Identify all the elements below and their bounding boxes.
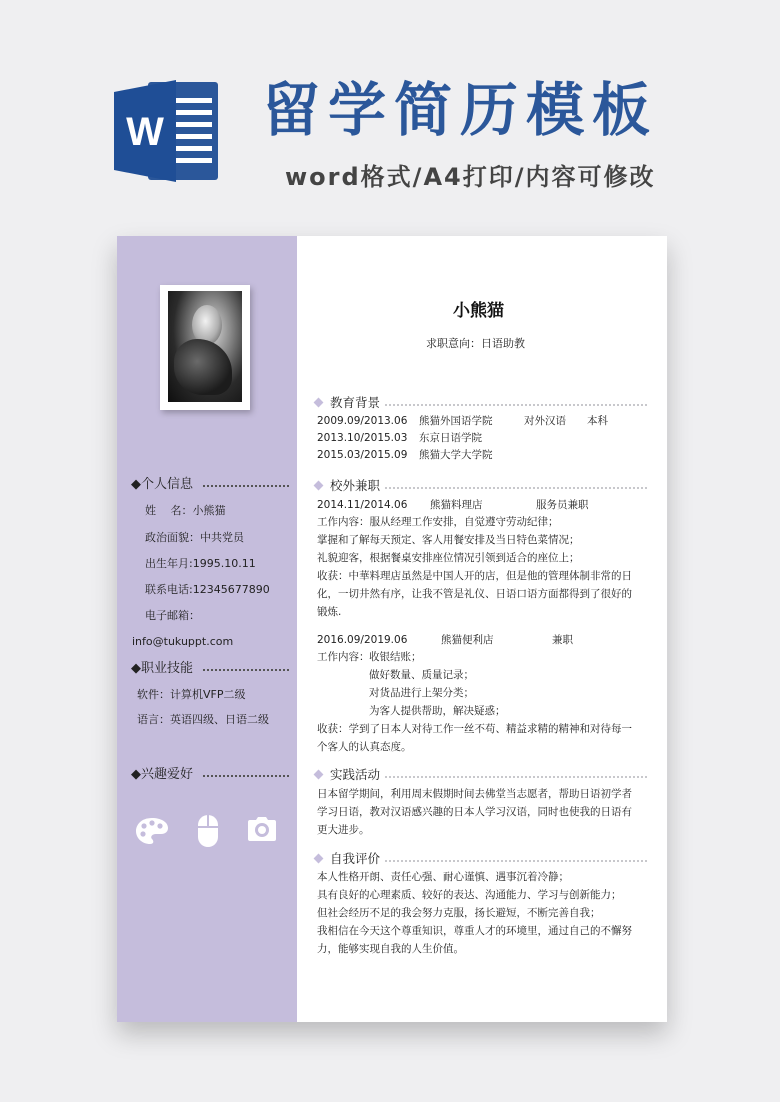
skills-divider [203,669,289,671]
personal-info-heading: ◆个人信息 [131,477,193,492]
job2-content-label: 工作内容： [317,651,370,663]
practice-line: 学习日语，教对汉语感兴趣的日本人学习汉语，同时也使我的日语有 [317,806,632,818]
word-logo-letter: W [126,110,164,154]
parttime-heading: 校外兼职 [315,478,380,494]
personal-email-label: 电子邮箱： [145,609,200,622]
skill-software: 软件：计算机VFP二级 [137,688,246,701]
self-eval-line: 力，能够实现自我的人生价值。 [317,943,464,955]
job1-line: 工作内容：服从经理工作安排，自觉遵守劳动纪律； [317,516,559,528]
resume-name: 小熊猫 [453,301,504,321]
camera-icon [247,816,277,842]
job2-gain-line: 个客人的认真态度。 [317,741,412,753]
job2-gain-line: 收获：学到了日本人对待工作一丝不苟、精益求精的精神和对待每一 [317,723,632,735]
job2-content-item: 做好数量、质量记录； [369,669,474,681]
job1-line: 化，一切井然有序，让我不管是礼仪、日语口语方面都得到了很好的 [317,588,632,600]
self-eval-divider [385,860,647,862]
hobbies-divider [203,775,289,777]
self-eval-heading: 自我评价 [315,851,380,867]
personal-politics: 政治面貌：中共党员 [145,531,244,544]
practice-heading: 实践活动 [315,767,380,783]
practice-divider [385,776,647,778]
education-divider [385,404,647,406]
skill-language: 语言：英语四级、日语二级 [137,713,269,726]
skills-heading: ◆职业技能 [131,661,193,676]
personal-birth: 出生年月:1995.10.11 [145,557,256,570]
self-eval-line: 具有良好的心理素质、较好的表达、沟通能力、学习与创新能力； [317,889,622,901]
job1-line: 收获：中華料理店虽然是中国人开的店，但是他的管理体制非常的日 [317,570,632,582]
personal-info-divider [203,485,289,487]
job1-line: 礼貌迎客，根据餐桌安排座位情况引领到适合的座位上； [317,552,580,564]
hobbies-heading: ◆兴趣爱好 [131,767,193,782]
job-intent: 求职意向：日语助教 [426,337,525,350]
parttime-divider [385,487,647,489]
job1-line: 掌握和了解每天预定、客人用餐安排及当日特色菜情况； [317,534,580,546]
job1-line: 锻炼. [317,606,342,618]
word-doc-icon [114,76,222,186]
profile-photo [168,291,242,402]
resume-sidebar [117,236,297,1022]
profile-photo-frame [160,285,250,410]
resume-paper: ◆个人信息 姓 名：小熊猫 政治面貌：中共党员 出生年月:1995.10.11 联系电话:12345677890 电子邮箱： info@tukuppt.com ◆职业技能 软件：计算机VFP二级 语言：英语四级、日语二级 ◆兴趣爱好 小熊猫 求职意向：日语助教 教育背景 2009.09/2013.06 熊猫外国语学院 对外汉语 本科 2013.10/2015.03 东京日语学院 2015.03/2015.09 熊猫大学大学院 校外兼职 2014.11/2014.06 熊猫料理店 服务员兼职 工作内容：服从经理工作安排，自觉遵守劳动纪律； 掌握和了解每天预定、客人用餐安排及当日特色菜情况； 礼貌迎客，根据餐桌安排座位情况引领到适合的座位上； 收获：中華料理店虽然是中国人开的店，但是他的管理体制非常的日 化，一切井然有序，让我不管是礼仪、日语口语方面都得到了很好的 锻炼. 2016.09/2019.06 熊猫便利店 兼职 工作内容： 收银结账； 做好数量、质量记录； 对货品进行上架分类； 为客人提供帮助，解决疑惑； 收获：学到了日本人对待工作一丝不苟、精益求精的精神和对待每一 个客人的认真态度。 实践活动 日本留学期间，利用周末假期时间去佛堂当志愿者，帮助日语初学者 学习日语，教对汉语感兴趣的日本人学习汉语，同时也使我的日语有 更大进步。 自我评价 本人性格开朗、责任心强、耐心谨慎、遇事沉着冷静； 具有良好的心理素质、较好的表达、沟通能力、学习与创新能力； 但社会经历不足的我会努力克服，扬长避短，不断完善自我； 我相信在今天这个尊重知识，尊重人才的环境里，通过自己的不懈努 力，能够实现自我的人生价值。 [117,236,667,1022]
personal-email: info@tukuppt.com [132,635,234,648]
practice-line: 更大进步。 [317,824,370,836]
mouse-icon [197,814,219,848]
palette-icon [135,816,169,846]
education-heading: 教育背景 [315,395,380,411]
personal-phone: 联系电话:12345677890 [145,583,270,596]
page-subtitle: word格式/A4打印/内容可修改 [285,163,656,191]
job2-content-item: 对货品进行上架分类； [369,687,474,699]
page-title: 留学简历模板 [262,76,659,144]
personal-name: 姓 名：小熊猫 [145,504,226,517]
self-eval-line: 本人性格开朗、责任心强、耐心谨慎、遇事沉着冷静； [317,871,569,883]
practice-line: 日本留学期间，利用周末假期时间去佛堂当志愿者，帮助日语初学者 [317,788,632,800]
job2-content-item: 收银结账； [369,651,422,663]
self-eval-line: 我相信在今天这个尊重知识，尊重人才的环境里，通过自己的不懈努 [317,925,632,937]
self-eval-line: 但社会经历不足的我会努力克服，扬长避短，不断完善自我； [317,907,601,919]
job2-content-item: 为客人提供帮助，解决疑惑； [369,705,506,717]
